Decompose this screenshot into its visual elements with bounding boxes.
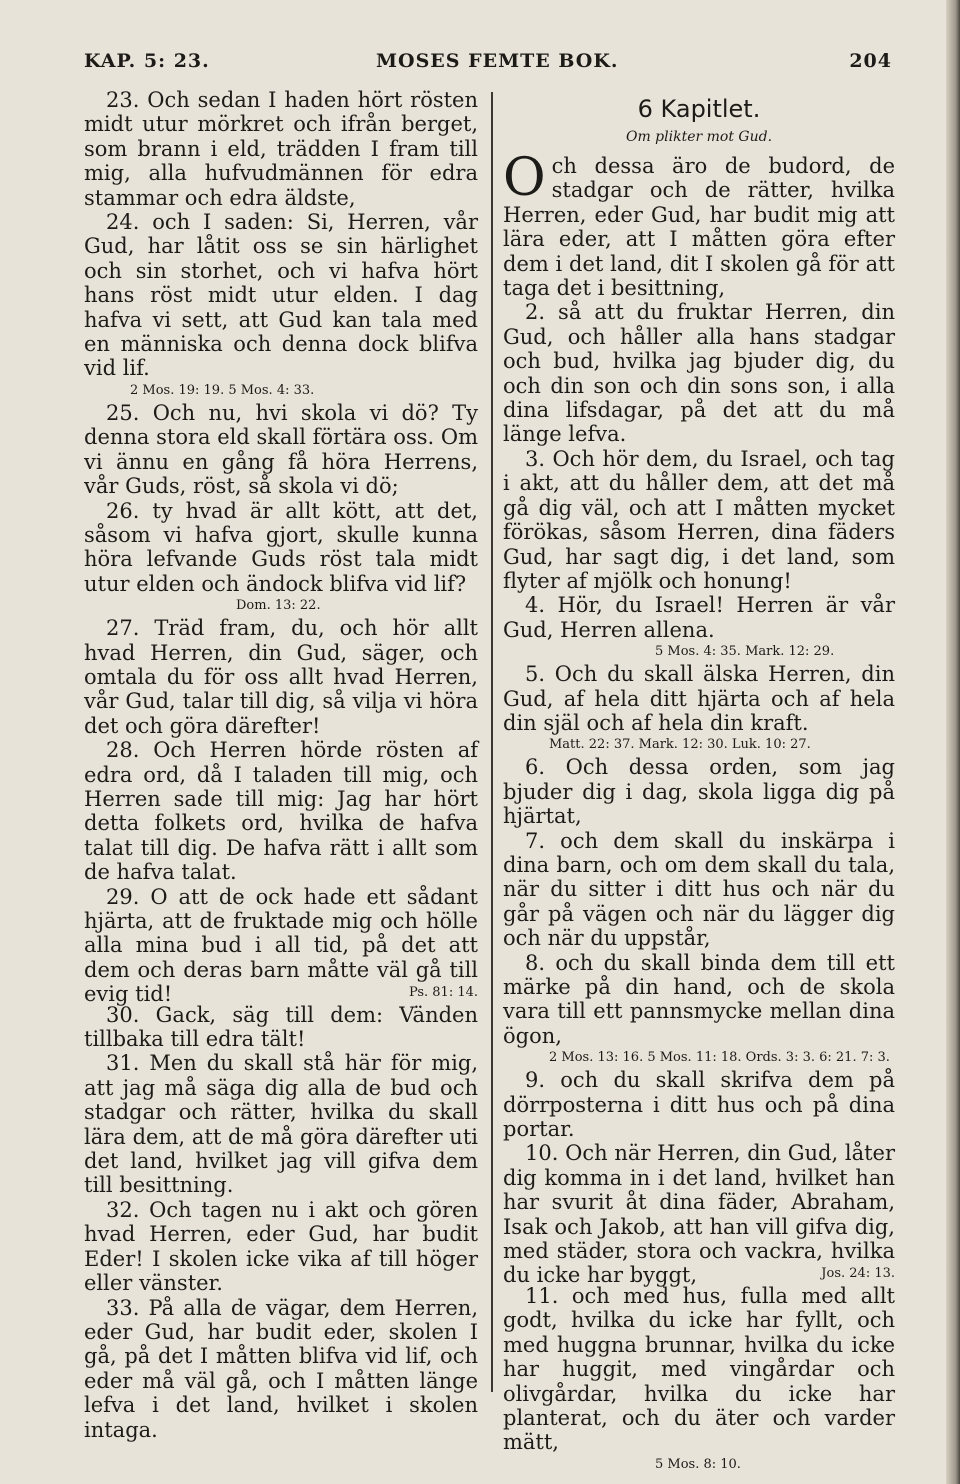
cross-reference-5: Matt. 22: 37. Mark. 12: 30. Luk. 10: 27. — [549, 737, 811, 753]
verse-31: 31. Men du skall stå här för mig, att jag må säga dig alla de bud och stadgar och rätter, hvilka du skall lära dem, att de må göra därefter uti det land, hvilket jag vill gifva dem till besittning. — [84, 1051, 478, 1198]
verse-26: 26. ty hvad är allt kött, att det, såsom vi hafva gjort, skulle kunna höra lefvande Guds röst tala midt utur elden och ändock blifva vid lif? — [84, 498, 478, 596]
verse-24: 24. och I saden: Si, Herren, vår Gud, har låtit oss se sin härlighet och sin storhet, och vi hafva hört hans röst midt utur elden. I dag hafva vi sett, att Gud kan tala med en människa och denna dock blifva vid lif. — [84, 210, 478, 381]
verse-32: 32. Och tagen nu i akt och gören hvad Herren, eder Gud, har budit Eder! I skolen icke vika af till höger eller vänster. — [84, 1197, 478, 1296]
verse-1-text: ch dessa äro de budord, de stadgar och de rätter, hvilka Herren, eder Gud, har budit mig att lära eder, att I måtten göra efter dem i det land, dit I skolen gå för att taga det i besittning, — [503, 154, 895, 301]
verse-5: 5. Och du skall älska Herren, din Gud, af hela ditt hjärta och af hela din själ och af hela din kraft. — [503, 662, 895, 735]
drop-cap: O — [503, 148, 546, 208]
header-chapter-ref: KAP. 5: 23. — [84, 50, 210, 72]
verse-25: 25. Och nu, hvi skola vi dö? Ty denna stora eld skall förtära oss. Om vi ännu en gång få höra Herrens, vår Guds, röst, så skola vi dö; — [84, 400, 478, 499]
right-column — [503, 88, 895, 1475]
verse-9: 9. och du skall skrifva dem på dörrposterna i ditt hus och på dina portar. — [503, 1068, 895, 1142]
column-divider — [491, 92, 493, 1392]
verse-23: 23. Och sedan I haden hört rösten midt utur mörkret och ifrån berget, som brann i eld, trädden I fram till mig, alla hufvudmännen för edra stammar och edra äldste, — [84, 88, 478, 210]
verse-11: 11. och med hus, fulla med allt godt, hvilka du icke har fyllt, och med huggna brunnar, hvilka du icke har huggit, med vingårdar och olivgårdar, hvilka du icke har planterat, och du äter och varder mätt, — [503, 1283, 895, 1455]
chapter-subtitle: Om plikter mot Gud. — [625, 129, 773, 145]
verse-33: 33. På alla de vägar, dem Herren, eder Gud, har budit eder, skolen I gå, på det I måtten blifva vid lif, och eder må väl gå, och I måtten länge lefva i det land, hvilket i skolen intaga. — [84, 1295, 478, 1442]
verse-29: 29. O att de ock hade ett sådant hjärta, att de fruktade mig och hölle alla mina bud i all tid, på det att dem och deras barn måtte väl gå till evig tid! — [84, 884, 478, 1007]
running-header — [84, 50, 892, 80]
verse-6: 6. Och dessa orden, som jag bjuder dig i dag, skola ligga dig på hjärtat, — [503, 755, 895, 829]
cross-reference-24: 2 Mos. 19: 19. 5 Mos. 4: 33. — [130, 382, 315, 398]
verse-7: 7. och dem skall du inskärpa i dina barn, och om dem skall du tala, när du sitter i ditt hus och när du går på vägen och när du lägger dig och när du uppstår, — [503, 828, 895, 951]
cross-reference-8: 2 Mos. 13: 16. 5 Mos. 11: 18. Ords. 3: 3. 6: 21. 7: 3. — [549, 1050, 890, 1066]
header-book-title: MOSES FEMTE BOK. — [376, 50, 619, 72]
cross-reference-10: Jos. 24: 13. — [821, 1265, 895, 1281]
verse-10: 10. Och när Herren, din Gud, låter dig komma in i det land, hvilket han har svurit åt dina fäder, Abraham, Isak och Jakob, att han vill gifva dig, med städer, stora och vackra, hvilka du icke har byggt, — [503, 1141, 895, 1288]
cross-reference-29: Ps. 81: 14. — [408, 984, 478, 1000]
verse-2: 2. så att du fruktar Herren, din Gud, och håller alla hans stadgar och bud, hvilka jag bjuder dig, du och din son och din sons son, i alla dina lifsdagar, på det att du må länge lefva. — [503, 300, 895, 447]
left-column — [84, 88, 478, 1442]
cross-reference-4: 5 Mos. 4: 35. Mark. 12: 29. — [655, 644, 835, 660]
verse-27: 27. Träd fram, du, och hör allt hvad Herren, din Gud, säger, och omtala du för oss allt hvad Herren, vår Gud, talar till dig, så vilja vi höra det och göra därefter! — [84, 616, 478, 738]
verse-1 — [503, 148, 895, 301]
cross-reference-26: Dom. 13: 22. — [236, 598, 321, 614]
chapter-title: 6 Kapitlet. — [637, 95, 761, 123]
verse-4: 4. Hör, du Israel! Herren är vår Gud, Herren allena. — [503, 593, 895, 642]
verse-30: 30. Gack, säg till dem: Vänden tillbaka till edra tält! — [84, 1002, 478, 1052]
page-edge-shadow — [946, 0, 960, 1484]
verse-3: 3. Och hör dem, du Israel, och tag i akt, att du håller dem, att det må gå dig väl, och att I måtten mycket förökas, såsom Herren, dina fäders Gud, har sagt dig, i det land, som flyter af mjölk och honung! — [503, 446, 895, 593]
header-page-number: 204 — [849, 50, 892, 72]
cross-reference-11: 5 Mos. 8: 10. — [655, 1456, 741, 1472]
verse-8: 8. och du skall binda dem till ett märke på din hand, och de skola vara till ett pannsmycke mellan dina ögon, — [503, 950, 895, 1048]
verse-28: 28. Och Herren hörde rösten af edra ord, då I taladen till mig, och Herren sade till mig: Jag har hört detta folkets ord, hvilka de hafva talat till dig. De hafva rätt i allt som de hafva talat. — [84, 738, 478, 885]
